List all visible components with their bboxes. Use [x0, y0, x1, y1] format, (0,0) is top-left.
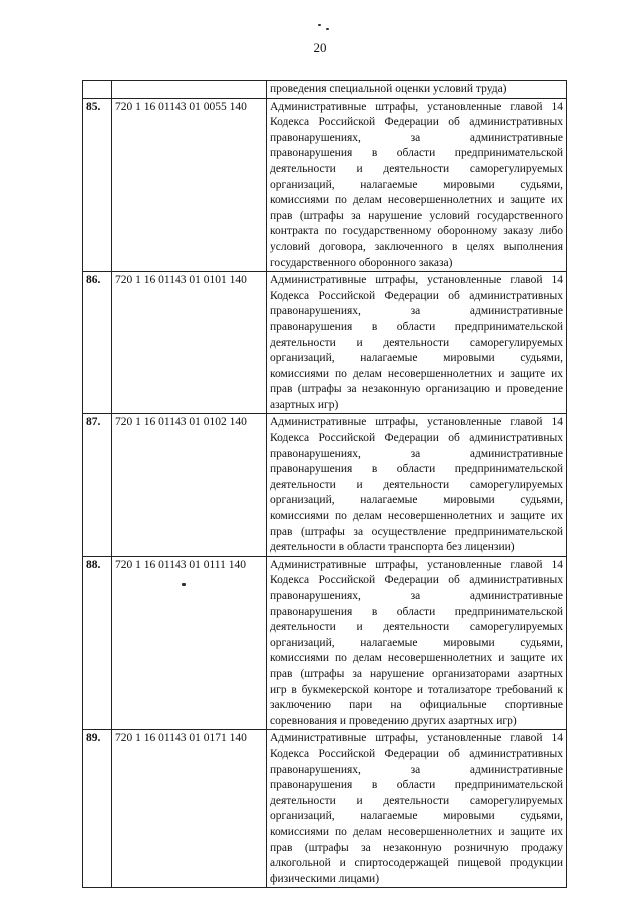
description-line: алкогольной и спиртосодержащей пищевой продукции: [270, 857, 563, 870]
description-line: комиссиями по делам несовершеннолетних и защите их: [270, 825, 563, 838]
table-row: [83, 272, 567, 414]
description-line: Кодекса Российской Федерации об административных: [270, 747, 563, 760]
description-line: деятельности и деятельности саморегулируемых: [270, 336, 563, 349]
description-line: деятельности и деятельности саморегулируемых: [270, 621, 563, 634]
description-line: правонарушения в области предпринимательской: [270, 463, 563, 476]
description-line: государственного оборонного заказа): [270, 256, 453, 269]
description-line: правонарушениях, за административные: [270, 447, 563, 460]
description-line: организаций, налагаемые мировыми судьями,: [270, 636, 563, 649]
row-code: 720 1 16 01143 01 0171 140: [112, 730, 267, 888]
description-line: контракта по государственному оборонному заказу либо: [270, 225, 563, 238]
description-line: комиссиями по делам несовершеннолетних и защите их: [270, 367, 563, 380]
table-body: [83, 81, 567, 888]
row-number: 86.: [83, 272, 112, 414]
description-line: правонарушениях, за административные: [270, 590, 563, 602]
row-code: [112, 81, 267, 99]
description-line: игр в букмекерской конторе и тотализаторе требований к: [270, 683, 563, 696]
description-line: правонарушениях, за административные: [270, 305, 563, 318]
description-line: организаций, налагаемые мировыми судьями,: [270, 352, 563, 365]
description-line: правонарушения в области предпринимательской: [270, 779, 563, 792]
description-line: заключению пари на официальные спортивные: [270, 699, 563, 712]
table-row: [83, 556, 567, 730]
row-code: 720 1 16 01143 01 0102 140: [112, 414, 267, 556]
description-line: правонарушениях, за административные: [270, 131, 563, 144]
description-line: условий договора, заключенного в целях выполнения: [270, 240, 563, 253]
description-line: Кодекса Российской Федерации об административных: [270, 116, 563, 129]
row-code: 720 1 16 01143 01 0111 140: [112, 556, 267, 730]
description-line: организаций, налагаемые мировыми судьями,: [270, 178, 563, 191]
row-description: [267, 414, 567, 556]
row-description: [267, 81, 567, 99]
description-line: правонарушения в области предпринимательской: [270, 147, 563, 160]
description-line: организаций, налагаемые мировыми судьями,: [270, 494, 563, 507]
table-row: [83, 730, 567, 888]
description-line: деятельности и деятельности саморегулируемых: [270, 794, 563, 807]
description-line: соревнования и проведению других азартных игр): [270, 714, 517, 727]
row-description: [267, 272, 567, 414]
description-line: Кодекса Российской Федерации об административных: [270, 574, 563, 587]
description-line: азартных игр): [270, 398, 339, 411]
description-line: правонарушения в области предпринимательской: [270, 320, 563, 333]
budget-code-table: [82, 80, 567, 888]
description-line: проведения специальной оценки условий труда): [270, 83, 507, 95]
description-line: деятельности и деятельности саморегулируемых: [270, 162, 563, 175]
row-description: [267, 730, 567, 888]
description-line: Административные штрафы, установленные главой 14: [270, 274, 563, 287]
row-code: 720 1 16 01143 01 0101 140: [112, 272, 267, 414]
row-description: [267, 98, 567, 272]
page-number: 20: [313, 40, 327, 55]
row-number: [83, 81, 112, 99]
description-line: Административные штрафы, установленные главой 14: [270, 732, 563, 745]
description-line: комиссиями по делам несовершеннолетних и защите их: [270, 510, 563, 523]
description-line: прав (штрафы за незаконную розничную продажу: [270, 841, 563, 854]
description-line: деятельности в области транспорта без лицензии): [270, 541, 515, 554]
table-row-continued: [83, 81, 567, 99]
description-line: Кодекса Российской Федерации об административных: [270, 289, 563, 302]
description-line: правонарушениях, за административные: [270, 763, 563, 776]
description-line: прав (штрафы за нарушение организаторами азартных: [270, 667, 563, 680]
description-line: прав (штрафы за незаконную организацию и проведение: [270, 383, 563, 396]
description-line: Административные штрафы, установленные главой 14: [270, 416, 563, 429]
description-line: Кодекса Российской Федерации об административных: [270, 432, 563, 445]
row-number: 85.: [83, 98, 112, 272]
description-line: Административные штрафы, установленные главой 14: [270, 558, 563, 571]
scan-speck: [318, 24, 321, 26]
description-line: правонарушения в области предпринимательской: [270, 605, 563, 618]
description-line: организаций, налагаемые мировыми судьями,: [270, 810, 563, 823]
description-line: физическими лицами): [270, 872, 380, 885]
description-line: комиссиями по делам несовершеннолетних и защите их: [270, 194, 563, 207]
row-number: 88.: [83, 556, 112, 730]
row-number: 87.: [83, 414, 112, 556]
description-line: комиссиями по делам несовершеннолетних и защите их: [270, 652, 563, 665]
description-line: деятельности и деятельности саморегулируемых: [270, 478, 563, 491]
description-line: прав (штрафы за осуществление предпринимательской: [270, 525, 563, 538]
row-description: [267, 556, 567, 730]
row-code: 720 1 16 01143 01 0055 140: [112, 98, 267, 272]
description-line: прав (штрафы за нарушение условий государственного: [270, 209, 563, 222]
table-row: [83, 98, 567, 272]
table-row: [83, 414, 567, 556]
scan-speck: [326, 28, 329, 30]
description-line: Административные штрафы, установленные главой 14: [270, 100, 563, 113]
row-number: 89.: [83, 730, 112, 888]
